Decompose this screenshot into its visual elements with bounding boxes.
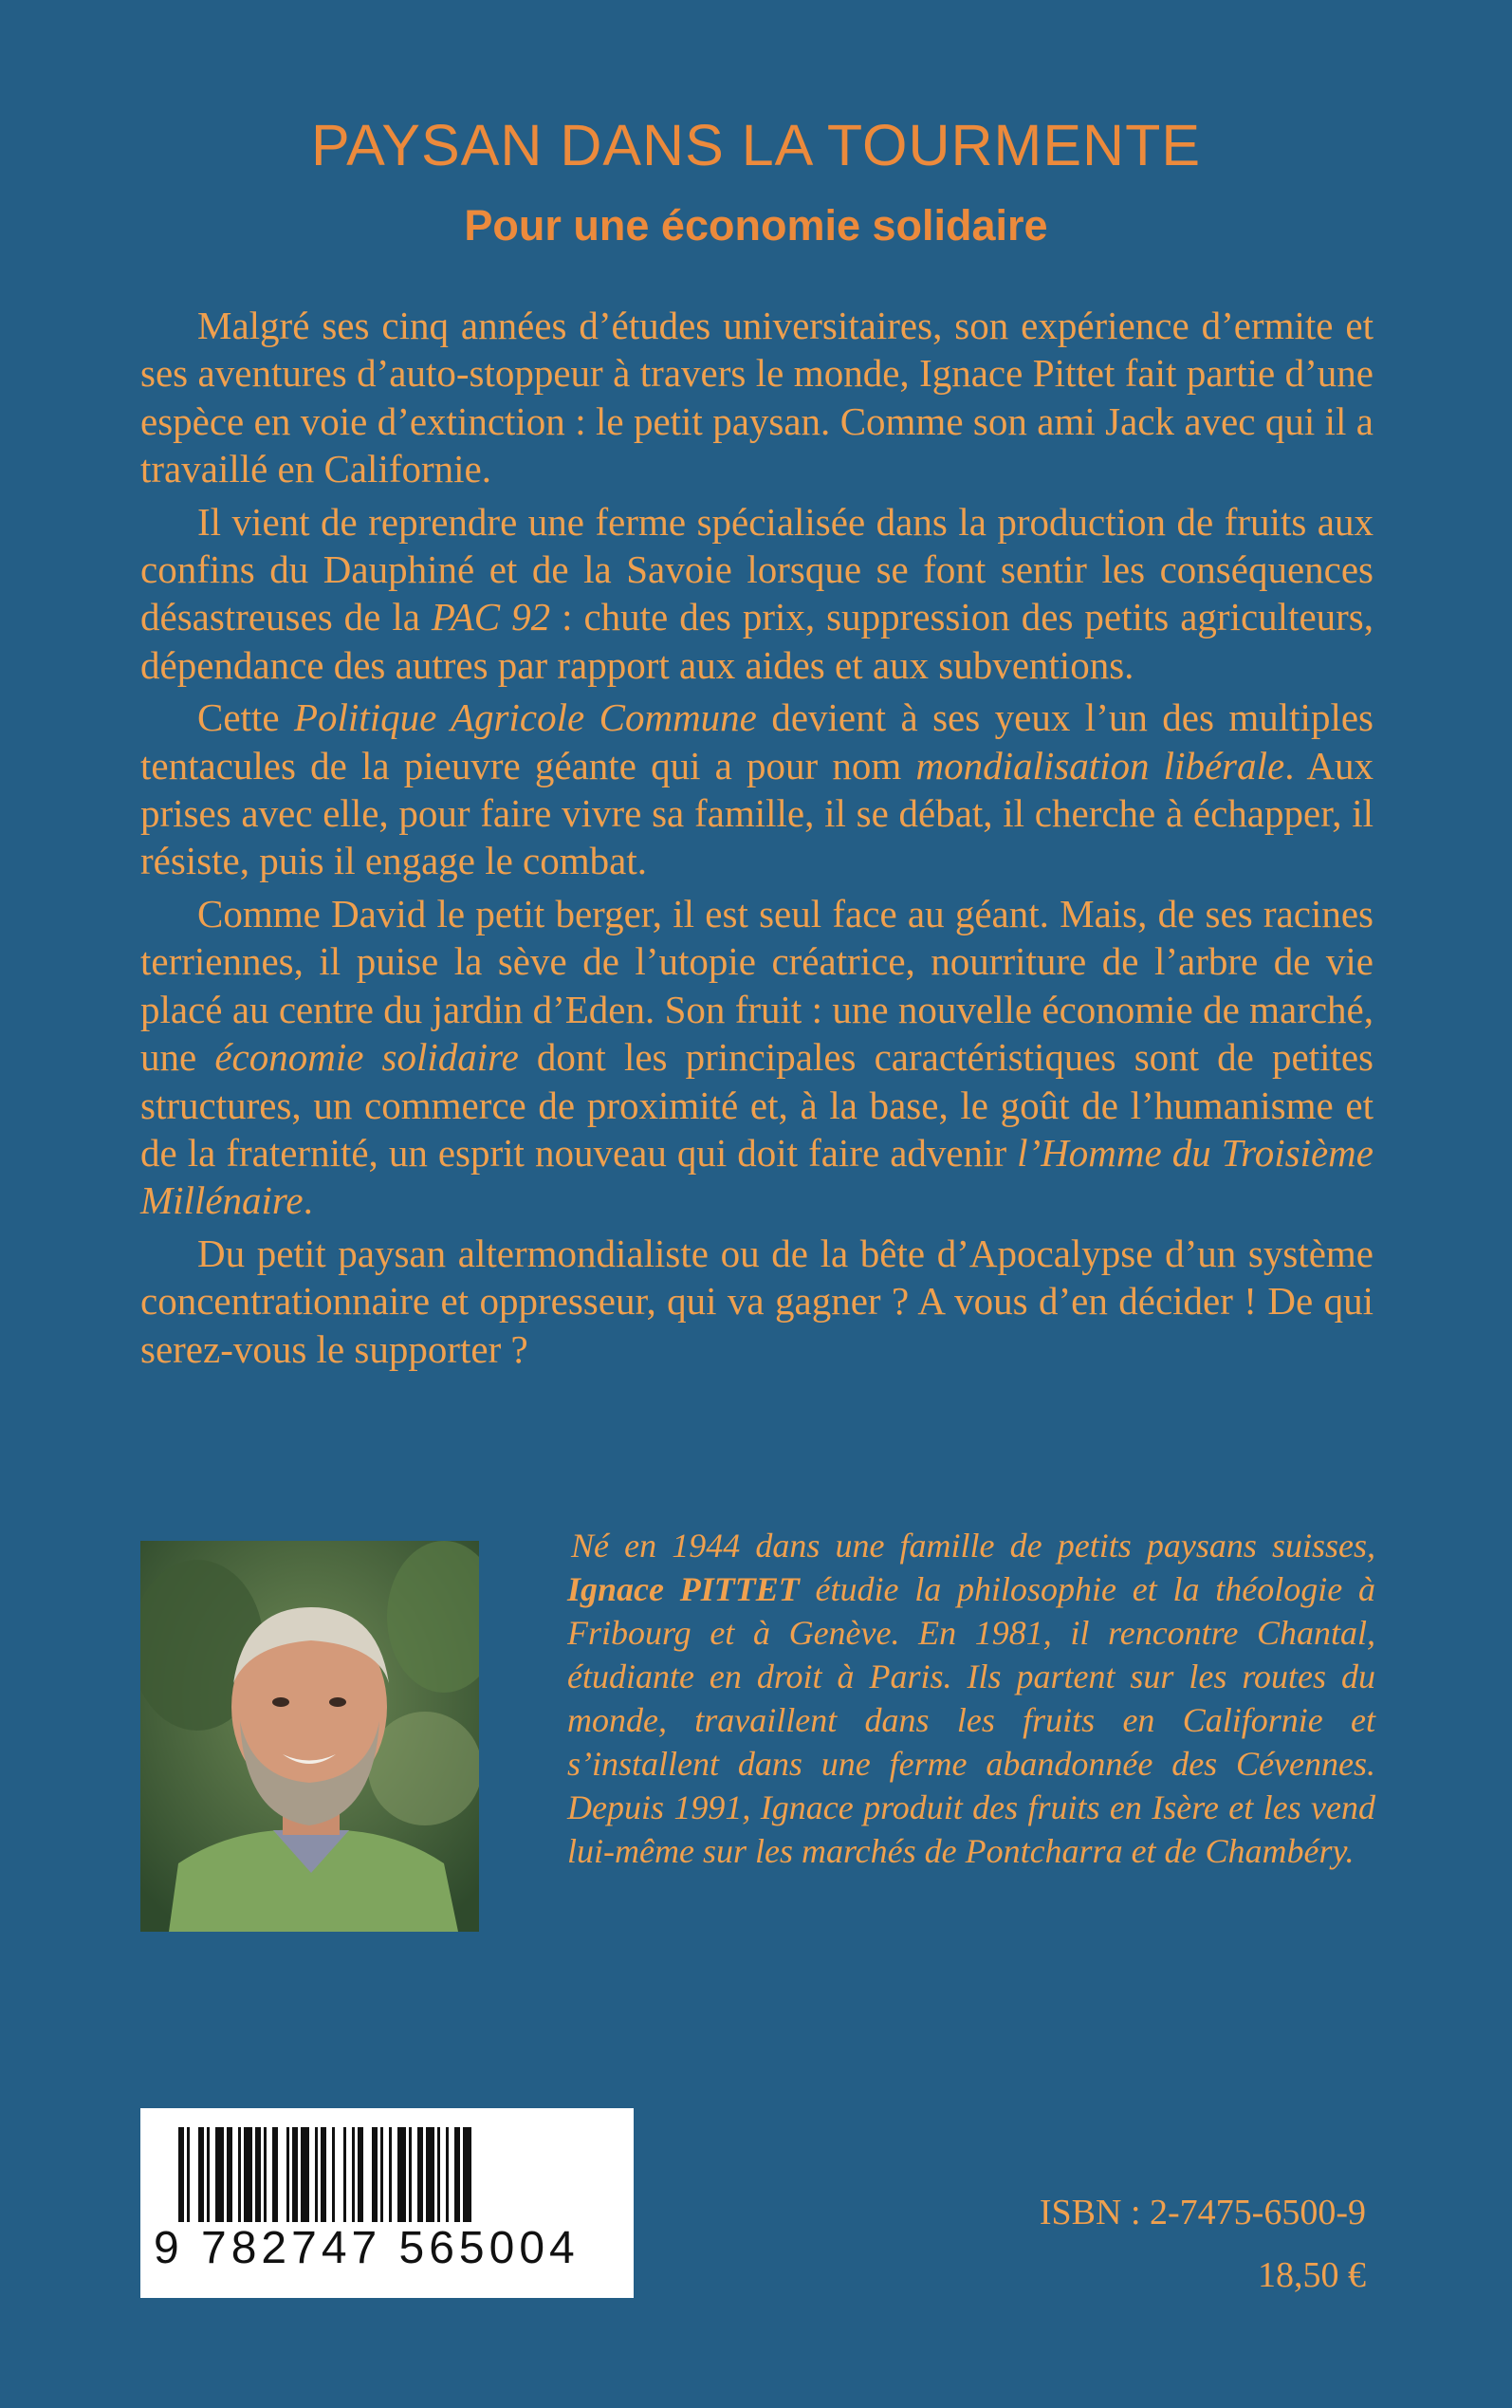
blurb-emphasis: PAC 92 <box>431 595 551 639</box>
blurb-text: . Aux prises avec elle, pour faire vivre sa famille, il se débat, il cherche à échapper, il résiste, puis il engage le combat. <box>140 743 1374 883</box>
author-photo <box>140 1541 479 1932</box>
author-name: Ignace PITTET <box>567 1570 800 1608</box>
author-bio <box>567 1524 1375 1873</box>
isbn: ISBN : 2-7475-6500-9 <box>1039 2193 1366 2232</box>
bio-text: Né en 1944 dans une famille de petits paysans suisses, <box>571 1527 1375 1565</box>
blurb-emphasis: économie solidaire <box>214 1035 519 1080</box>
blurb-emphasis: l’Homme du Troisième Millénaire <box>140 1130 1374 1223</box>
blurb-paragraph-1: Malgré ses cinq années d’études universitaires, son expérience d’ermite et ses aventures d’auto-stoppeur à travers le monde, Ignace Pittet fait partie d’une espèce en voie d’extinction : le petit paysan. Comme son ami Jack avec qui il a travaillé en Californie. <box>140 304 1374 491</box>
blurb-text: Il vient de reprendre une ferme spécialisée dans la production de fruits aux confins du Dauphiné et de la Savoie lorsque se font sentir les conséquences désastreuses de la <box>140 499 1374 639</box>
back-cover-blurb <box>140 302 1374 1378</box>
bio-paragraph <box>567 1524 1375 1873</box>
blurb-text: : chute des prix, suppression des petits agriculteurs, dépendance des autres par rapport aux aides et aux subventions. <box>140 595 1374 687</box>
price: 18,50 € <box>1258 2255 1366 2295</box>
blurb-text: . <box>303 1178 313 1223</box>
barcode <box>140 2108 634 2298</box>
blurb-emphasis: Politique Agricole Commune <box>293 695 757 740</box>
book-subtitle: Pour une économie solidaire <box>464 201 1048 250</box>
blurb-paragraph-2 <box>140 498 1374 690</box>
bio-text: étudie la philosophie et la théologie à Fribourg et à Genève. En 1981, il rencontre Chantal, étudiante en droit à Paris. Ils partent sur les routes du monde, travaillent dans les fruits en Californie et s’installent dans une ferme abandonnée des Cévennes. Depuis 1991, Ignace produit des fruits en Isère et les vend lui-même sur les marchés de Pontcharra et de Chambéry. <box>567 1570 1375 1870</box>
blurb-text: devient à ses yeux l’un des multiples tentacules de la pieuvre géante qui a pour nom <box>140 695 1374 787</box>
blurb-text: Cette <box>197 695 294 740</box>
barcode-digits: 9 782747 565004 <box>154 2223 580 2273</box>
book-title: PAYSAN DANS LA TOURMENTE <box>310 113 1202 177</box>
blurb-text: dont les principales caractéristiques sont de petites structures, un commerce de proximité et, à la base, le goût de l’humanisme et de la fraternité, un esprit nouveau qui doit faire advenir <box>140 1035 1374 1175</box>
blurb-paragraph-4 <box>140 890 1374 1225</box>
blurb-text: Comme David le petit berger, il est seul face au géant. Mais, de ses racines terriennes, il puise la sève de l’utopie créatrice, nourriture de l’arbre de vie placé au centre du jardin d’Eden. Son fruit : une nouvelle économie de marché, une <box>140 891 1374 1080</box>
blurb-paragraph-5: Du petit paysan altermondialiste ou de la bête d’Apocalypse d’un système concentrationnaire et oppresseur, qui va gagner ? A vous d’en décider ! De qui serez-vous le supporter ? <box>140 1231 1374 1371</box>
blurb-emphasis: mondialisation libérale <box>915 743 1285 787</box>
blurb-paragraph-3 <box>140 694 1374 885</box>
